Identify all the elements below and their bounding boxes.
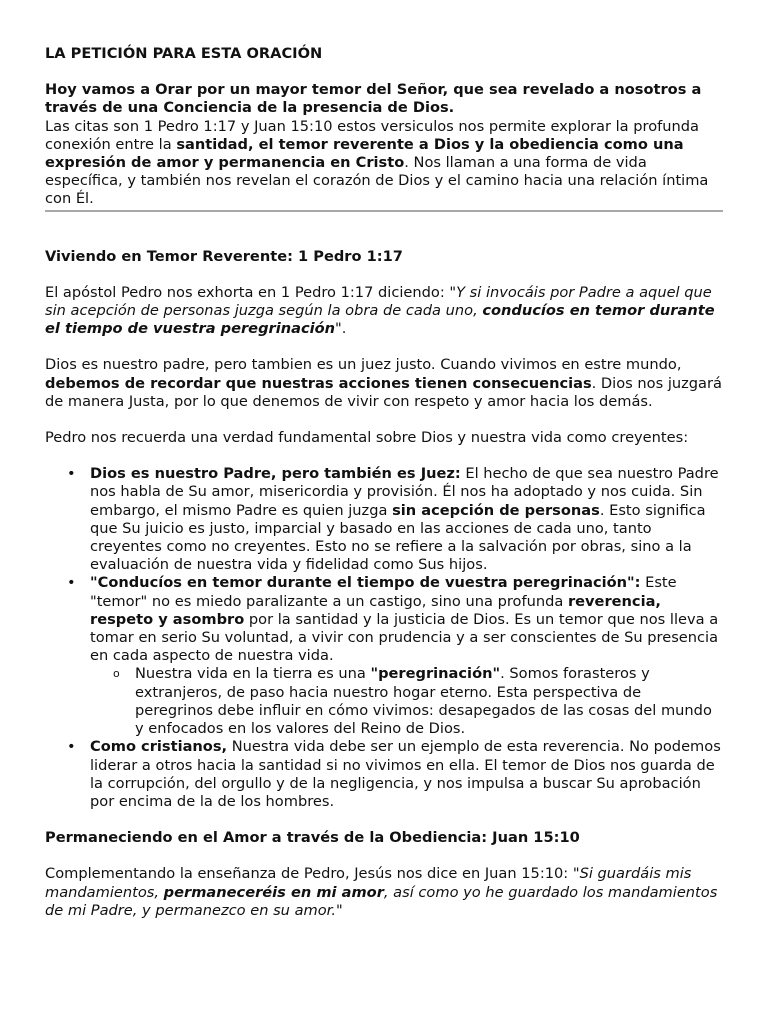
section1-paragraph-2: Dios es nuestro padre, pero tambien es un juez justo. Cuando vivimos en estre mundo, debemos de recordar que nuestras acciones tienen consecuencias. Dios nos juzgará de manera Justa, por lo que denemos de vivir con respeto y amor hacia los demás. <box>45 356 722 410</box>
intro-paragraph: Las citas son 1 Pedro 1:17 y Juan 15:10 estos versiculos nos permite explorar la profunda conexión entre la santidad, el temor reverente a Dios y la obediencia como una expresión de amor y permanencia en Cristo. Nos llaman a una forma de vida específica, y también nos revelan el corazón de Dios y el camino hacia una relación íntima con Él. <box>45 117 709 208</box>
document-title: LA PETICIÓN PARA ESTA ORACIÓN <box>45 45 323 62</box>
sub-bullet-list <box>90 665 723 738</box>
list-item: • Como cristianos, Nuestra vida debe ser un ejemplo de esta reverencia. No podemos liderar a otros hacia la santidad si no vivimos en ella. El temor de Dios nos guarda de la corrupción, del orgullo y de la negligencia, y nos impulsa a buscar Su aprobación por encima de la de los hombres. <box>90 738 723 811</box>
bullet-list <box>45 465 723 811</box>
intro-heading: Hoy vamos a Orar por un mayor temor del Señor, que sea revelado a nosotros a través de una Conciencia de la presencia de Dios. <box>45 81 702 117</box>
section-heading-pedro: Viviendo en Temor Reverente: 1 Pedro 1:17 <box>45 247 403 265</box>
sub-list-item: o Nuestra vida en la tierra es una "peregrinación". Somos forasteros y extranjeros, de paso hacia nuestro hogar eterno. Esta perspectiva de peregrinos debe influir en cómo vivimos: desapegados de las cosas del mundo y enfocados en los valores del Reino de Dios. <box>135 665 723 738</box>
section1-paragraph-1: El apóstol Pedro nos exhorta en 1 Pedro 1:17 diciendo: "Y si invocáis por Padre a aquel que sin acepción de personas juzga según la obra de cada uno, conducíos en temor durante el tiempo de vuestra peregrinación". <box>45 283 715 338</box>
section-heading-juan: Permaneciendo en el Amor a través de la Obediencia: Juan 15:10 <box>45 829 580 847</box>
list-item: • "Conducíos en temor durante el tiempo de vuestra peregrinación": Este "temor" no es miedo paralizante a un castigo, sino una profunda reverencia, respeto y asombro por la santidad y la justicia de Dios. Es un temor que nos lleva a tomar en serio Su voluntad, a vivir con prudencia y a ser conscientes de Su presencia en cada aspecto de nuestra vida. o Nuestra vida en la tierra es una "peregrinación". Somos forasteros y extranjeros, de paso hacia nuestro hogar eterno. Esta perspectiva de peregrinos debe influir en cómo vivimos: desapegados de las cosas del mundo y enfocados en los valores del Reino de Dios. <box>90 574 723 738</box>
section1-paragraph-3: Pedro nos recuerda una verdad fundamental sobre Dios y nuestra vida como creyentes: <box>45 429 689 447</box>
list-item: • Dios es nuestro Padre, pero también es Juez: El hecho de que sea nuestro Padre nos habla de Su amor, misericordia y provisión. Él nos ha adoptado y nos cuida. Sin embargo, el mismo Padre es quien juzga sin acepción de personas. Esto significa que Su juicio es justo, imparcial y basado en las acciones de cada uno, tanto creyentes como no creyentes. Esto no se refiere a la salvación por obras, sino a la evaluación de nuestra vida y fidelidad como Sus hijos. <box>90 465 723 574</box>
section2-paragraph-1: Complementando la enseñanza de Pedro, Jesús nos dice en Juan 15:10: "Si guardáis mis mandamientos, permaneceréis en mi amor, así como yo he guardado los mandamientos de mi Padre, y permanezco en su amor." <box>45 865 718 919</box>
